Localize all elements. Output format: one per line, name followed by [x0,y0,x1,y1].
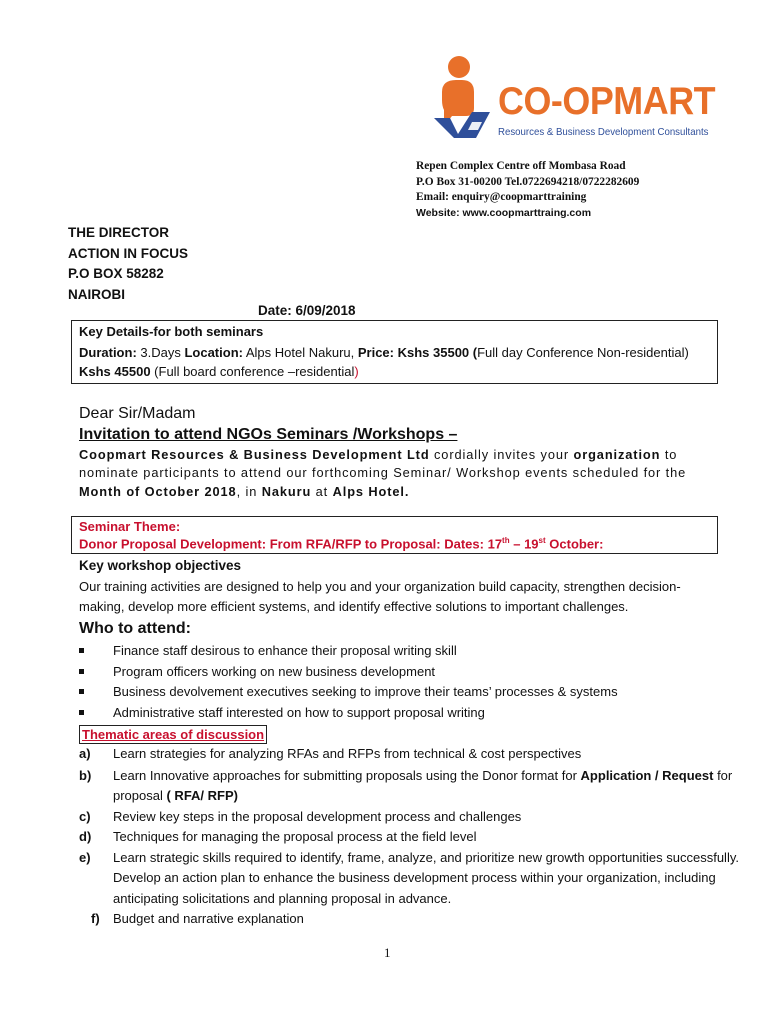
item-text [113,768,732,783]
theme-text: Donor Proposal Development: From RFA/RFP to Proposal: Dates: 17 [79,536,503,552]
item-text: anticipating solicitations and planning proposal in advance. [113,891,452,906]
company-name: Coopmart Resources & Business Development Ltd [79,447,430,462]
seminar-theme-label: Seminar Theme: [79,519,181,534]
logo-figure-icon [432,52,502,144]
recipient-line: NAIROBI [68,286,125,302]
attendee-text: Finance staff desirous to enhance their proposal writing skill [113,643,457,658]
bullet-icon [79,669,84,674]
item-text-part: Learn Innovative approaches for submitting proposals using the Donor format for [113,768,581,783]
attendee-text: Business devolvement executives seeking to improve their teams’ processes & systems [113,684,618,699]
price2-label: Kshs 45500 [79,364,151,379]
event-city: Nakuru [261,484,312,499]
recipient-line: P.O BOX 58282 [68,266,164,281]
event-month: Month of October 2018 [79,484,237,499]
contact-email: Email: enquiry@coopmarttraining [416,191,587,203]
intro-line: nominate participants to attend our forthcoming Seminar/ Workshop events scheduled for the [79,465,687,480]
item-text: Learn strategic skills required to identify, frame, analyze, and prioritize new growth opportunities successfully. [113,850,739,865]
objectives-text: Our training activities are designed to help you and your organization build capacity, strengthen decision-making, develop more efficient systems, and identify effective solutions to important challenges. [79,579,681,614]
item-text [113,788,238,803]
contact-website: Website: www.coopmarttraing.com [416,206,592,219]
bullet-icon [79,689,84,694]
location-label: Location: [184,345,243,360]
item-label: d) [79,829,92,844]
objectives-title: Key workshop objectives [79,558,242,573]
item-text: Budget and narrative explanation [113,911,304,926]
item-label: f) [91,911,100,926]
item-text-bold: Application / Request [580,768,714,783]
recipient-line: THE DIRECTOR [68,225,170,240]
seminar-theme-box [71,516,718,554]
event-hotel: Alps Hotel. [332,484,410,499]
company-logo [432,52,716,144]
letter-date: Date: 6/09/2018 [258,303,356,318]
item-text: Review key steps in the proposal development process and challenges [113,809,522,824]
price2-close: ) [354,364,359,379]
page-number: 1 [384,945,391,960]
seminar-theme-text [79,536,603,551]
item-text: Develop an action plan to enhance the business development process within your organization, including [113,870,716,885]
contact-pobox: P.O Box 31-00200 Tel.0722694218/0722282609 [416,175,640,188]
key-details-line [79,345,689,360]
item-text-bold: ( RFA/ RFP) [166,788,238,803]
key-details-line [79,364,359,379]
logo-name: CO-OPMART [498,80,716,123]
date-suffix: th [502,536,510,545]
intro-text: , in [236,484,262,499]
theme-text: October: [545,536,604,552]
location-value: Alps Hotel Nakuru, [242,345,358,360]
item-label: a) [79,746,91,761]
bullet-icon [79,648,84,653]
key-details-box [71,320,718,384]
item-text: Learn strategies for analyzing RFAs and RFPs from technical & cost perspectives [113,746,582,761]
recipient-address [68,223,188,305]
price2-note: (Full board conference –residential [150,364,355,379]
item-label: b) [79,768,92,783]
duration-label: Duration: [79,345,137,360]
thematic-title: Thematic areas of discussion [79,725,267,744]
organization-word: organization [573,447,661,462]
price-label: Price: Kshs 35500 ( [357,345,478,360]
attendee-text: Program officers working on new business development [113,664,436,679]
contact-block [416,159,639,221]
recipient-line: ACTION IN FOCUS [68,245,188,261]
date-suffix: st [538,536,546,545]
logo-tagline: Resources & Business Development Consultants [498,126,709,138]
intro-text: at [311,484,333,499]
invitation-title: Invitation to attend NGOs Seminars /Workshops – [79,426,458,443]
theme-text: – 19 [509,536,539,552]
item-label: e) [79,850,91,865]
intro-line [79,447,677,462]
key-details-title: Key Details-for both seminars [79,324,264,339]
attendee-text: Administrative staff interested on how to support proposal writing [113,705,485,720]
intro-text: cordially invites your [429,447,574,462]
item-text: Techniques for managing the proposal process at the field level [113,829,477,844]
who-to-attend-title: Who to attend: [79,620,191,637]
contact-address: Repen Complex Centre off Mombasa Road [416,160,626,172]
intro-text: to [660,447,678,462]
item-label: c) [79,809,91,824]
item-text-part: proposal [113,788,167,803]
greeting: Dear Sir/Madam [79,405,196,422]
intro-line [79,484,409,499]
bullet-icon [79,710,84,715]
item-text-part: for [713,768,733,783]
duration-value: 3.Days [136,345,185,360]
price-note: Full day Conference Non-residential) [477,345,689,360]
